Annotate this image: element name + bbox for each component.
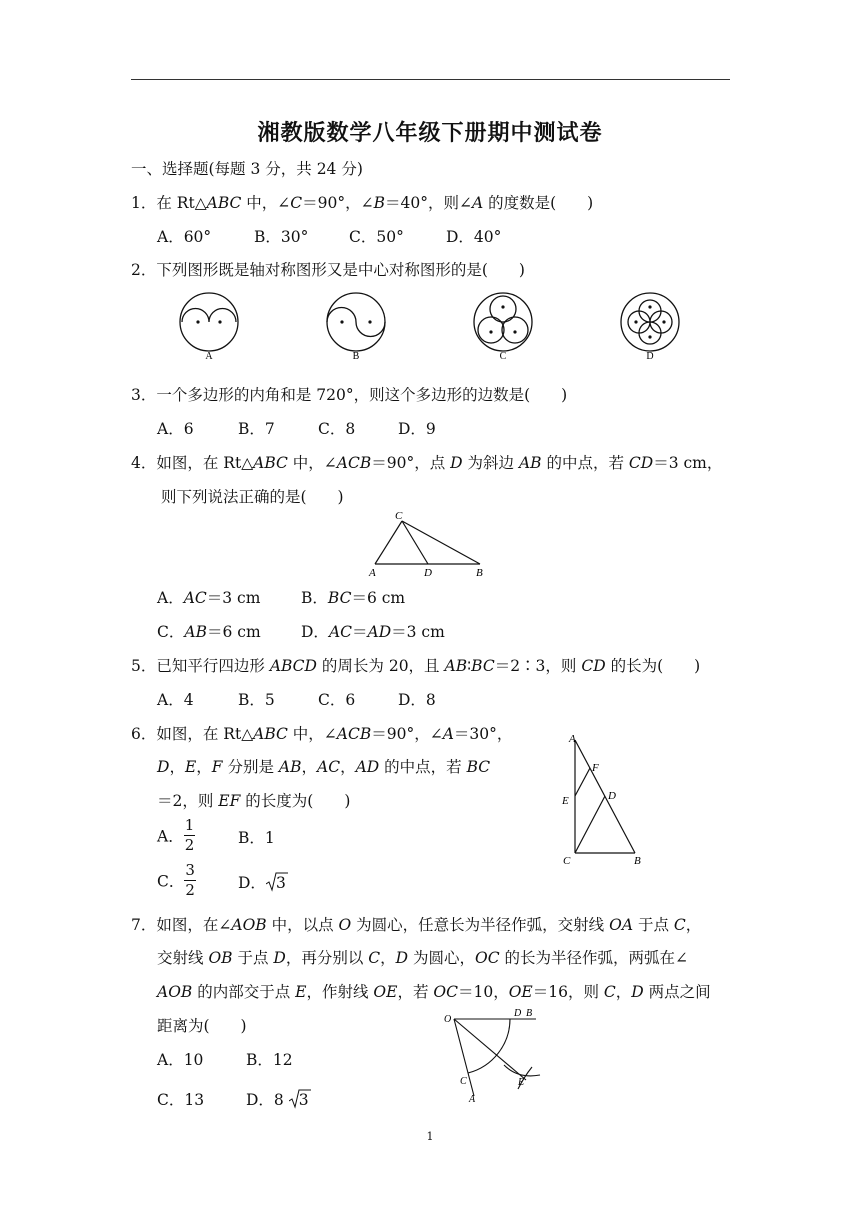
header-rule [131, 79, 730, 80]
svg-text:B: B [476, 567, 483, 578]
question-4: 4．如图，在 Rt△ABC 中，∠ACB＝90°，点 D 为斜边 AB 的中点，若 CD＝3 cm， [131, 454, 723, 472]
q1-option-a: A．60° [157, 228, 212, 246]
q5-option-d: D．8 [398, 691, 436, 709]
q7-figure [440, 1005, 550, 1105]
q4-line-2: 则下列说法正确的是( ) [161, 488, 344, 506]
svg-text:C: C [395, 510, 403, 522]
q2-figures [170, 285, 720, 365]
q4-option-b: B．BC＝6 cm [301, 589, 406, 607]
q6-option-d: D． 3 [238, 871, 286, 893]
q4-figure [365, 508, 495, 578]
svg-text:D: D [424, 567, 432, 578]
page-number: 1 [426, 1130, 434, 1143]
q2-label-b: B [352, 351, 360, 362]
q7-line-3: AOB 的内部交于点 E，作射线 OE，若 OC＝10，OE＝16，则 C，D 两点之间 [157, 983, 711, 1001]
q2-label-a: A [205, 351, 213, 362]
svg-text:C: C [460, 1076, 467, 1087]
question-5: 5．已知平行四边形 ABCD 的周长为 20，且 AB∶BC＝2∶3，则 CD 的长为( ) [131, 657, 701, 675]
section-heading: 一、选择题(每题 3 分，共 24 分) [131, 160, 363, 178]
question-6: 6．如图，在 Rt△ABC 中，∠ACB＝90°，∠A＝30°， [131, 725, 513, 743]
svg-text:E: E [562, 795, 569, 807]
question-3: 3．一个多边形的内角和是 720°，则这个多边形的边数是( ) [131, 386, 568, 404]
q4-option-a: A．AC＝3 cm [157, 589, 261, 607]
question-2: 2．下列图形既是轴对称图形又是中心对称图形的是( ) [131, 261, 525, 279]
question-1: 1．在 Rt△ABC 中，∠C＝90°，∠B＝40°，则∠A 的度数是( ) [131, 194, 594, 212]
q3-option-b: B．7 [238, 420, 275, 438]
q2-label-d: D [646, 351, 654, 362]
q6-figure [555, 728, 655, 868]
q1-option-d: D．40° [446, 228, 502, 246]
q5-option-c: C．6 [318, 691, 356, 709]
svg-text:B: B [526, 1008, 533, 1019]
svg-text:C: C [563, 855, 571, 867]
q7-line-4: 距离为( ) [157, 1017, 247, 1035]
q7-option-d: D．8 3 [246, 1088, 309, 1110]
q6-line-2: D，E，F 分别是 AB，AC，AD 的中点，若 BC [157, 758, 491, 776]
q6-option-c: C． $\frac{3}{2}$ [157, 861, 195, 899]
q2-label-c: C [499, 351, 507, 362]
svg-text:O: O [444, 1014, 452, 1025]
q7-option-b: B．12 [246, 1051, 293, 1069]
svg-text:B: B [634, 855, 641, 867]
q1-option-b: B．30° [254, 228, 309, 246]
svg-text:A: A [469, 1094, 476, 1105]
q3-option-c: C．8 [318, 420, 356, 438]
q4-option-d: D．AC＝AD＝3 cm [301, 623, 445, 641]
svg-text:D: D [514, 1008, 522, 1019]
q7-option-c: C．13 [157, 1091, 205, 1109]
q1-option-c: C．50° [349, 228, 404, 246]
q7-option-a: A．10 [157, 1051, 204, 1069]
q6-line-3: ＝2，则 EF 的长度为( ) [157, 792, 351, 810]
svg-text:A: A [369, 567, 376, 578]
q6-option-b: B．1 [238, 829, 275, 847]
q4-option-c: C．AB＝6 cm [157, 623, 261, 641]
svg-text:A: A [569, 733, 576, 745]
q5-option-a: A．4 [157, 691, 194, 709]
page-title: 湘教版数学八年级下册期中测试卷 [257, 121, 603, 146]
q5-option-b: B．5 [238, 691, 275, 709]
q3-option-d: D．9 [398, 420, 436, 438]
svg-text:F: F [592, 762, 599, 774]
q3-option-a: A．6 [157, 420, 194, 438]
question-7: 7．如图，在∠AOB 中，以点 O 为圆心，任意长为半径作弧，交射线 OA 于点 C， [131, 916, 702, 934]
q6-option-a: A． $\frac{1}{2}$ [157, 816, 195, 854]
q7-line-2: 交射线 OB 于点 D，再分别以 C，D 为圆心，OC 的长为半径作弧，两弧在∠ [157, 949, 689, 967]
svg-text:D: D [608, 790, 616, 802]
svg-text:E: E [518, 1077, 525, 1088]
